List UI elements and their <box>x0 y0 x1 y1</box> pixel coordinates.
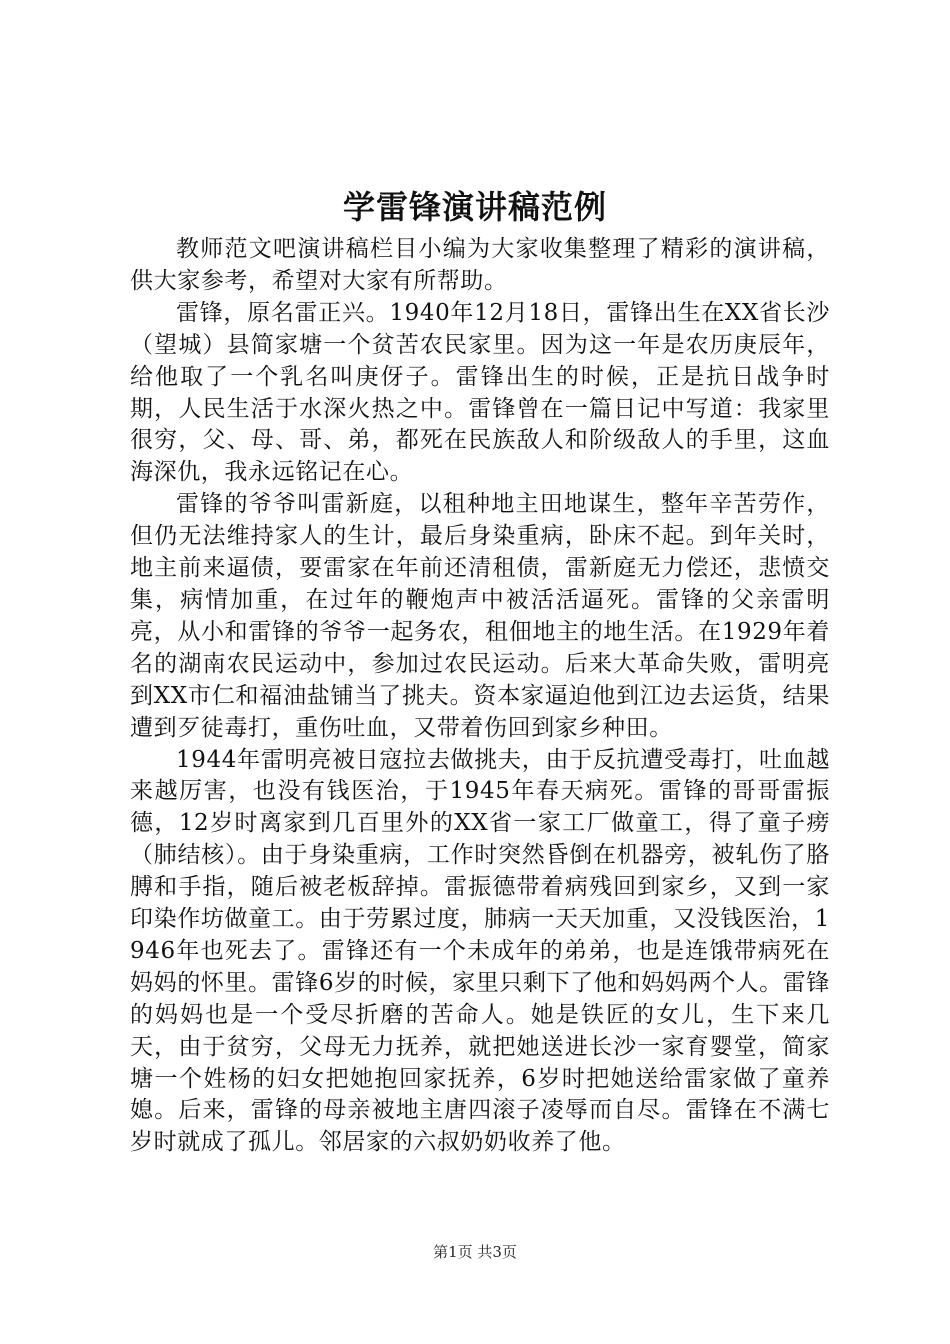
paragraph-intro: 教师范文吧演讲稿栏目小编为大家收集整理了精彩的演讲稿，供大家参考，希望对大家有所帮助。 <box>130 236 830 294</box>
paragraph-birth: 雷锋，原名雷正兴。1940年12月18日，雷锋出生在XX省长沙（望城）县简家塘一个贫苦农民家里。因为这一年是农历庚辰年，给他取了一个乳名叫庚伢子。雷锋出生的时候，正是抗日战争时期，人民生活于水深火热之中。雷锋曾在一篇日记中写道：我家里很穷，父、母、哥、弟，都死在民族敌人和阶级敌人的手里，这血海深仇，我永远铭记在心。 <box>130 299 830 486</box>
document-body <box>130 234 830 1159</box>
document-title: 学雷锋演讲稿范例 <box>342 188 607 226</box>
page-footer: 第1页 共3页 <box>433 1243 517 1261</box>
paragraph-family: 1944年雷明亮被日寇拉去做挑夫，由于反抗遭受毒打，吐血越来越厉害，也没有钱医治，于1945年春天病死。雷锋的哥哥雷振德，12岁时离家到几百里外的XX省一家工厂做童工，得了童子痨（肺结核）。由于身染重病，工作时突然昏倒在机器旁，被轧伤了胳膊和手指，随后被老板辞掉。雷振德带着病残回到家乡，又到一家印染作坊做童工。由于劳累过度，肺病一天天加重，又没钱医治，1946年也死去了。雷锋还有一个未成年的弟弟，也是连饿带病死在妈妈的怀里。雷锋6岁的时候，家里只剩下了他和妈妈两个人。雷锋的妈妈也是一个受尽折磨的苦命人。她是铁匠的女儿，生下来几天，由于贫穷，父母无力抚养，就把她送进长沙一家育婴堂，简家塘一个姓杨的妇女把她抱回家抚养，6岁时把她送给雷家做了童养媳。后来，雷锋的母亲被地主唐四滚子凌辱而自尽。雷锋在不满七岁时就成了孤儿。邻居家的六叔奶奶收养了他。 <box>130 746 830 1156</box>
paragraph-grandfather: 雷锋的爷爷叫雷新庭，以租种地主田地谋生，整年辛苦劳作，但仍无法维持家人的生计，最后身染重病，卧床不起。到年关时，地主前来逼债，要雷家在年前还清租债，雷新庭无力偿还，悲愤交集，病情加重，在过年的鞭炮声中被活活逼死。雷锋的父亲雷明亮，从小和雷锋的爷爷一起务农，租佃地主的地生活。在1929年着名的湖南农民运动中，参加过农民运动。后来大革命失败，雷明亮到XX市仁和福油盐铺当了挑夫。资本家逼迫他到江边去运货，结果遭到歹徒毒打，重伤吐血，又带着伤回到家乡种田。 <box>130 491 830 741</box>
